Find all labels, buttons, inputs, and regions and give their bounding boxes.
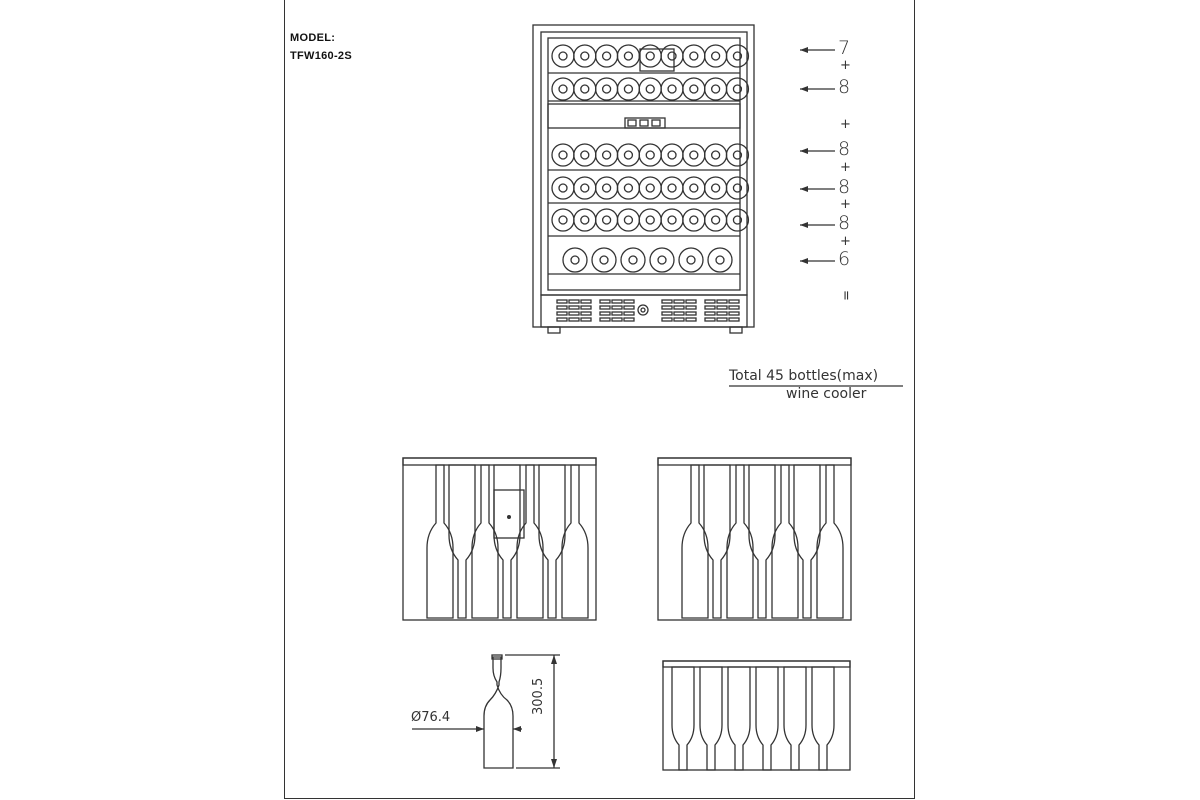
bottle-end	[639, 45, 661, 67]
bottle-end	[683, 144, 705, 166]
bottle-end	[705, 45, 727, 67]
bottle-end	[661, 209, 683, 231]
model-number: TFW160-2S	[290, 50, 352, 62]
bottle-end	[574, 177, 596, 199]
bottle-end	[574, 144, 596, 166]
height-dimension: 300.5	[531, 677, 546, 715]
plus-sign: +	[840, 58, 851, 73]
bottle-end	[705, 209, 727, 231]
bottle-end	[705, 177, 727, 199]
count-row-4: 8	[838, 176, 851, 198]
bottle-end	[552, 144, 574, 166]
plus-sign: +	[840, 197, 851, 212]
bottle-outline	[812, 667, 834, 770]
bottle-end	[574, 45, 596, 67]
bottle-end	[596, 78, 618, 100]
bottle-end	[639, 209, 661, 231]
bottle-outline	[728, 667, 750, 770]
plus-sign: +	[840, 160, 851, 175]
total-capacity: Total 45 bottles(max)	[729, 368, 879, 384]
bottle-end	[574, 78, 596, 100]
shelf-view-left	[403, 458, 596, 620]
bottle-end	[617, 45, 639, 67]
bottle-end	[661, 144, 683, 166]
count-row-2: 8	[838, 76, 851, 98]
bottle-end	[639, 144, 661, 166]
bottle-end	[592, 248, 616, 272]
equals-sign: =	[837, 290, 853, 301]
bottle-end	[617, 209, 639, 231]
bottle-end	[639, 177, 661, 199]
plus-sign: +	[840, 234, 851, 249]
bottle-end	[596, 177, 618, 199]
bottle-end	[683, 209, 705, 231]
count-row-5: 8	[838, 212, 851, 234]
bottle-end	[563, 248, 587, 272]
bottle-circles	[552, 45, 748, 272]
product-type: wine cooler	[786, 386, 867, 402]
count-row-3: 8	[838, 138, 851, 160]
bottle-end	[661, 78, 683, 100]
bottle-end	[679, 248, 703, 272]
count-row-6: 6	[838, 248, 851, 270]
bottle-end	[621, 248, 645, 272]
bottle-outline	[700, 667, 722, 770]
bottle-end	[726, 144, 748, 166]
bottle-outline	[817, 465, 843, 618]
bottle-end	[683, 45, 705, 67]
bottle-end	[683, 177, 705, 199]
bottle-outline	[672, 667, 694, 770]
display-panel	[640, 49, 674, 71]
count-row-1: 7	[838, 37, 851, 59]
bottle-end	[661, 45, 683, 67]
bottle-outline	[562, 465, 588, 618]
bottle-end	[617, 78, 639, 100]
model-label: MODEL:	[290, 32, 336, 44]
bottle-end	[552, 177, 574, 199]
bottle-end	[574, 209, 596, 231]
bottle-end	[596, 209, 618, 231]
bottle-end	[726, 78, 748, 100]
bottle-end	[552, 209, 574, 231]
bottle-end	[683, 78, 705, 100]
bottle-end	[726, 45, 748, 67]
count-arrows	[800, 47, 835, 264]
bottle-end	[726, 209, 748, 231]
bottle-end	[617, 177, 639, 199]
plus-sign: +	[840, 117, 851, 132]
bottle-end	[705, 78, 727, 100]
bottle-end	[552, 45, 574, 67]
bottle-end	[661, 177, 683, 199]
bottle-outline	[756, 667, 778, 770]
diameter-dimension: Ø76.4	[411, 710, 451, 725]
bottle-end	[705, 144, 727, 166]
bottle-end	[639, 78, 661, 100]
bottle-end	[596, 144, 618, 166]
bottle-outline	[784, 667, 806, 770]
bottle-end	[650, 248, 674, 272]
bottle-end	[552, 78, 574, 100]
power-knob	[638, 305, 648, 315]
wine-cooler-front-view	[533, 25, 754, 333]
bottle-end	[708, 248, 732, 272]
shelf-view-right	[658, 458, 851, 620]
bottle-end	[596, 45, 618, 67]
bottle-end	[617, 144, 639, 166]
bottle-end	[726, 177, 748, 199]
shelf-view-bottom	[663, 661, 850, 770]
